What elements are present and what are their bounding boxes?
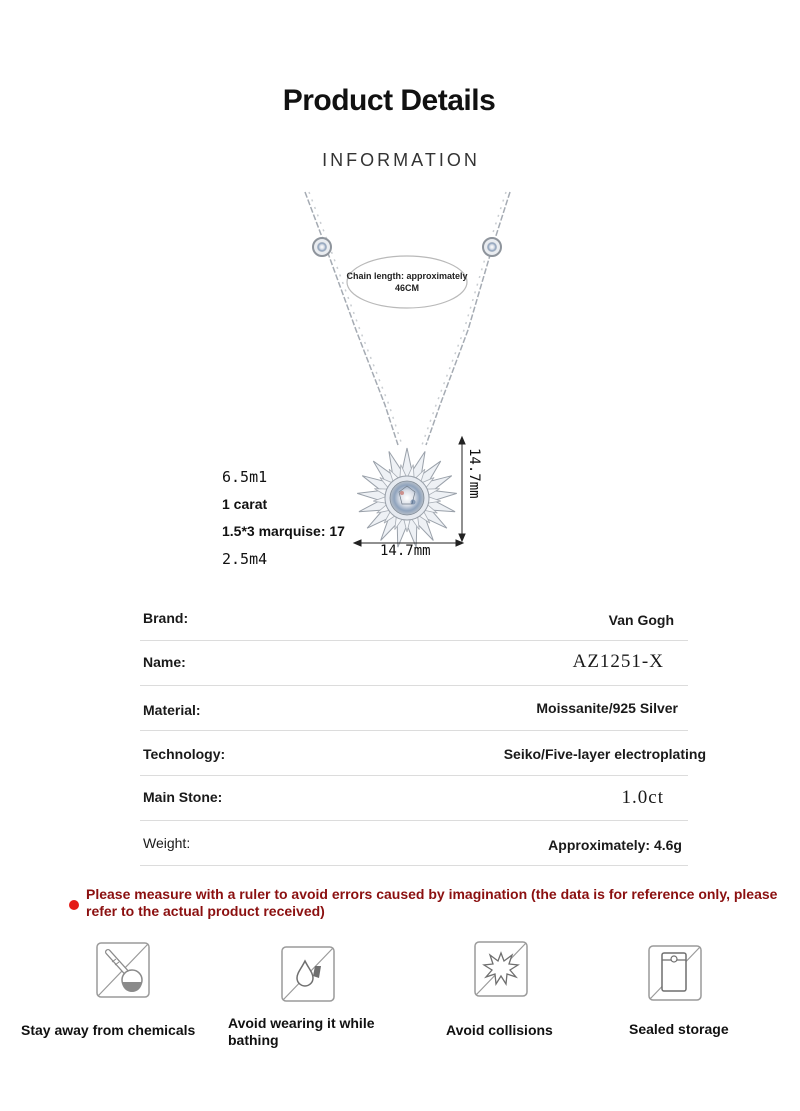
bezel-stone-right xyxy=(483,238,501,256)
page-subtitle: INFORMATION xyxy=(322,150,480,170)
detail-label: Name: xyxy=(143,654,186,670)
notice-text: Please measure with a ruler to avoid errors caused by imagination (the data is for reference only, please refer to the actual product received) xyxy=(86,886,778,919)
bullet-dot-icon xyxy=(69,900,79,910)
detail-value: AZ1251-X xyxy=(572,651,664,672)
chain-right xyxy=(422,192,510,445)
collision-burst-icon xyxy=(474,941,528,997)
spec-line: 1.5*3 marquise: 17 xyxy=(222,523,345,539)
care-instructions xyxy=(0,940,800,1060)
detail-row-weight xyxy=(140,821,688,866)
detail-value: Van Gogh xyxy=(608,612,674,628)
spec-line: 2.5m4 xyxy=(222,550,268,568)
detail-row-name xyxy=(140,641,688,686)
water-drop-icon xyxy=(281,946,335,1002)
care-label: Avoid wearing it while bathing xyxy=(228,1015,375,1048)
sunburst-pendant xyxy=(357,448,458,548)
spec-line: 6.5m1 xyxy=(222,468,268,486)
width-dimension-label: 14.7mm xyxy=(380,543,431,559)
detail-value: Seiko/Five-layer electroplating xyxy=(503,746,706,762)
height-dimension-label: 14.7mm xyxy=(466,448,482,499)
detail-value: Approximately: 4.6g xyxy=(548,837,682,853)
detail-label: Material: xyxy=(143,702,201,718)
detail-label: Brand: xyxy=(143,610,189,626)
detail-value: 1.0ct xyxy=(621,787,664,808)
product-details-table xyxy=(140,596,706,866)
detail-row-main-stone xyxy=(140,776,688,821)
care-label: Stay away from chemicals xyxy=(21,1022,196,1038)
detail-row-technology xyxy=(140,731,706,776)
dimension-vertical xyxy=(459,437,465,541)
detail-label: Main Stone: xyxy=(143,789,223,805)
detail-label: Technology: xyxy=(143,746,226,762)
bezel-stone-left xyxy=(313,238,331,256)
spec-line: 1 carat xyxy=(222,496,268,512)
detail-label: Weight: xyxy=(143,835,191,851)
page-title: Product Details xyxy=(282,84,496,117)
detail-row-brand xyxy=(140,596,688,641)
detail-value: Moissanite/925 Silver xyxy=(536,700,678,716)
detail-row-material xyxy=(140,686,688,731)
chain-length-note: Chain length: approximately 46CM xyxy=(346,271,468,293)
sealed-box-icon xyxy=(648,945,702,1001)
care-label: Sealed storage xyxy=(629,1021,729,1037)
thermometer-icon xyxy=(96,942,150,998)
care-label: Avoid collisions xyxy=(446,1022,553,1038)
chain-left xyxy=(305,192,402,445)
